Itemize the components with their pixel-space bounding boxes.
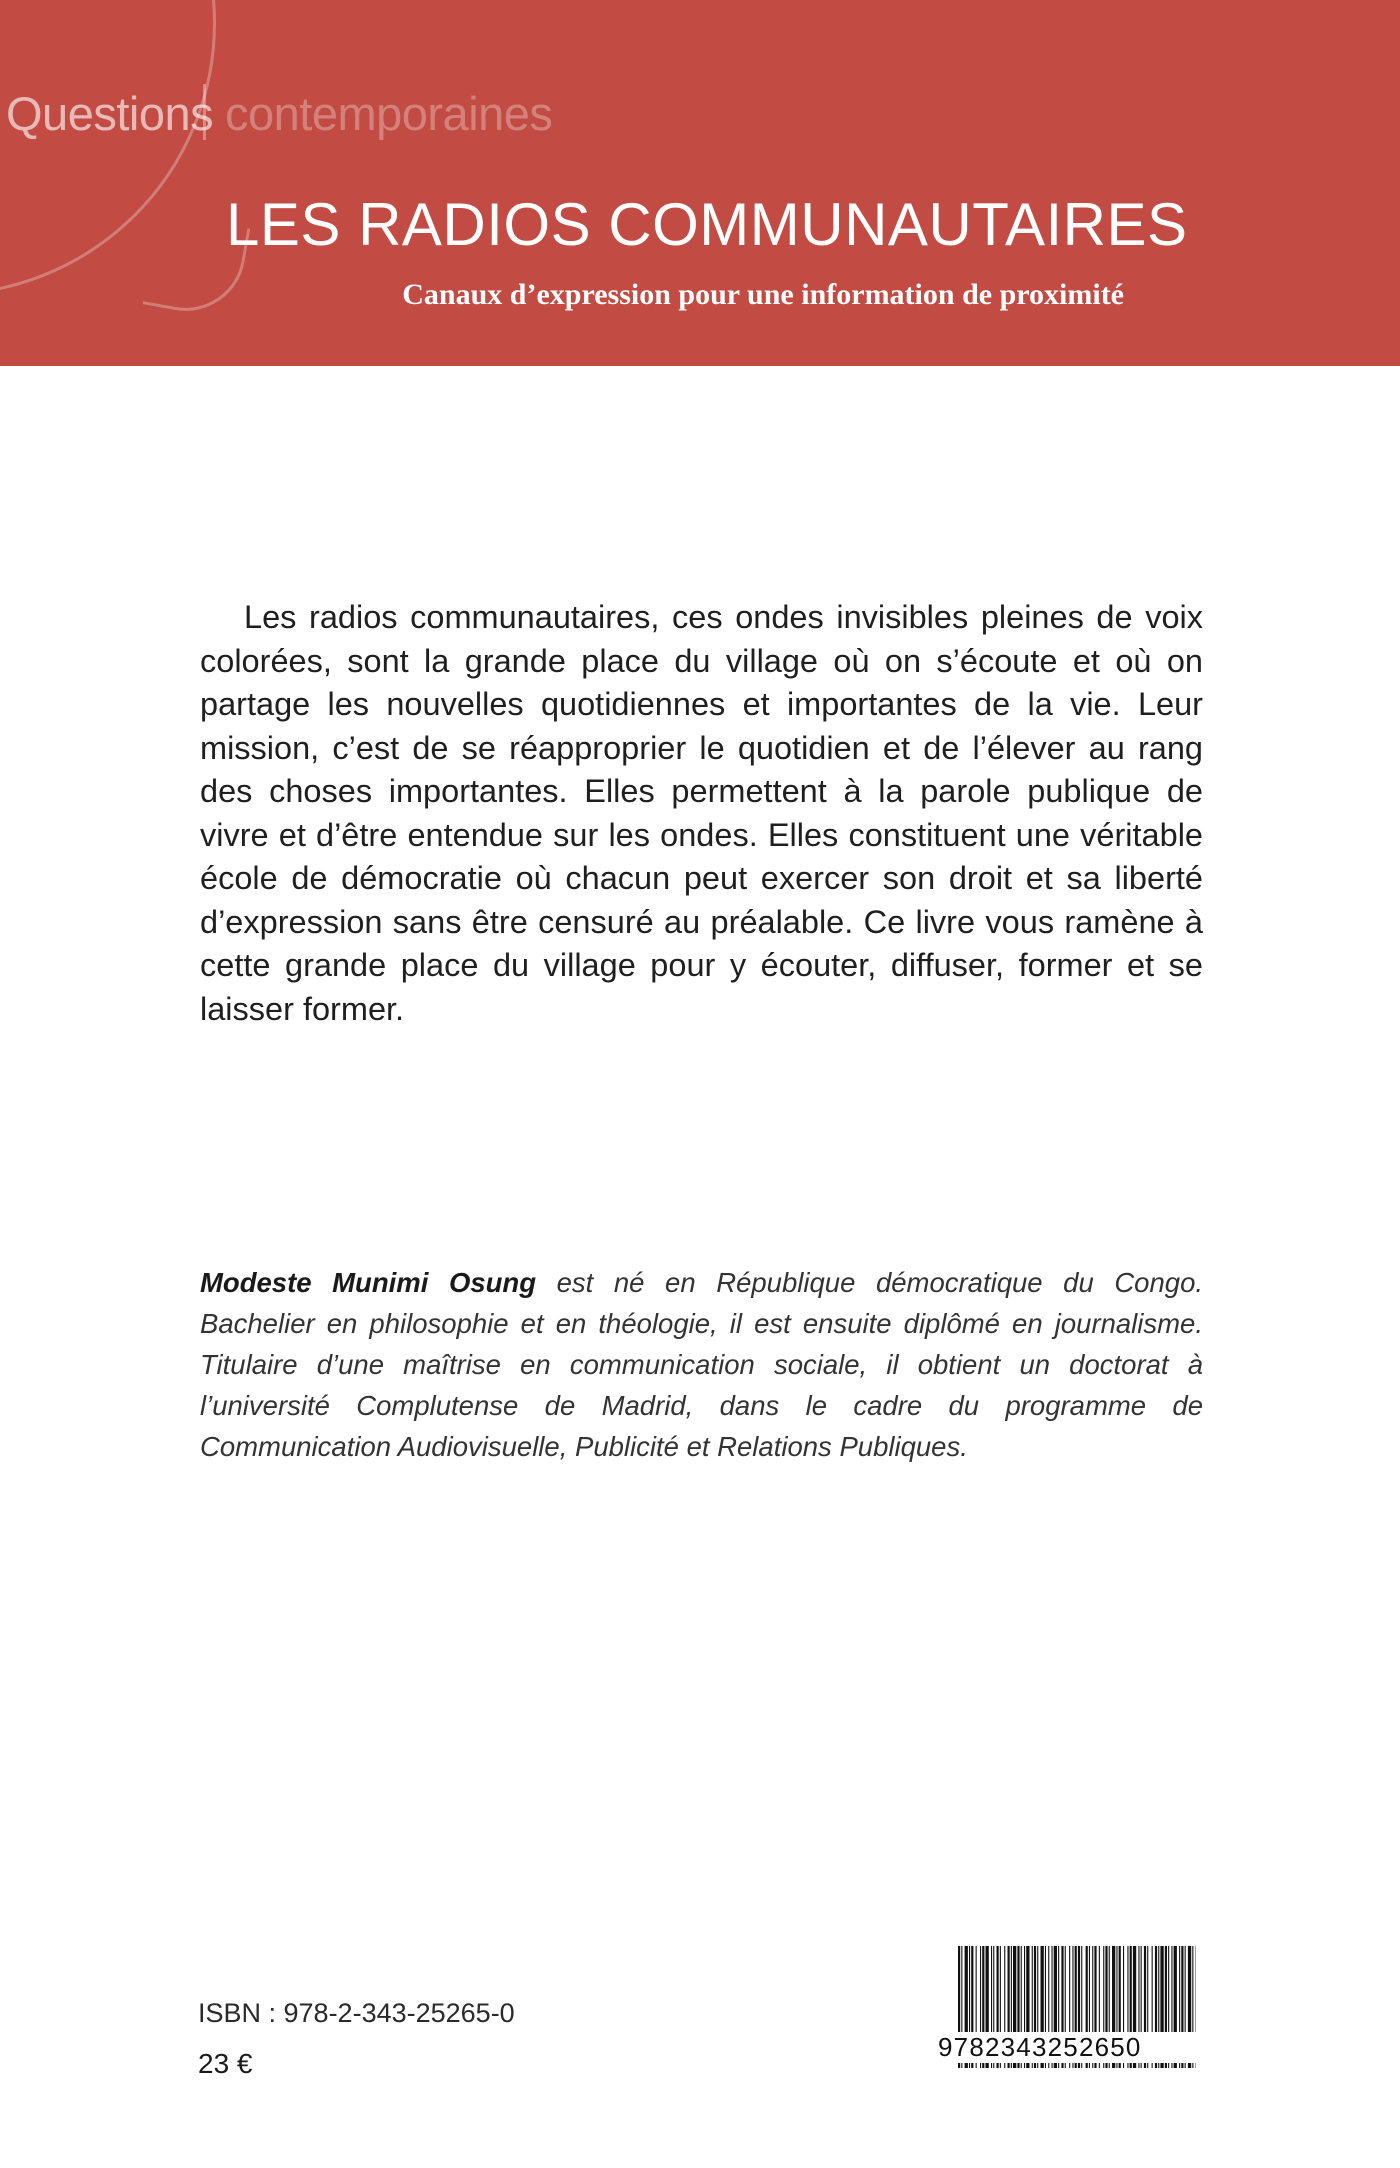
book-subtitle: Canaux d’expression pour une information de proximité [402, 278, 1124, 311]
author-bio [200, 1262, 1203, 1467]
price: 23 € [198, 2048, 253, 2079]
series-name-questions: Questions [6, 87, 214, 140]
series-name-contemporaines: contemporaines [225, 87, 553, 140]
book-title: LES RADIOS COMMUNAUTAIRES [226, 191, 1188, 258]
author-bio-text: est né en République démocratique du Congo. Bachelier en philosophie et en théologie, il est ensuite diplômé en journalisme. Titulaire d’une maîtrise en communication sociale, il obtient un doctorat à l’université Complutense de Madrid, dans le cadre du programme de Communication Audiovisuelle, Publicité et Relations Publiques. [200, 1267, 1204, 1462]
book-blurb: Les radios communautaires, ces ondes invisibles pleines de voix colorées, sont la grande place du village où on s’écoute et où on partage les nouvelles quotidiennes et importantes de la vie. Leur mission, c’est de se réapproprier le quotidien et de l’élever au rang des choses importantes. Elles permettent à la parole publique de vivre et d’être entendue sur les ondes. Elles constituent une véritable école de démocratie où chacun peut exercer son droit et sa liberté d’expression sans être censuré au préalable. Ce livre vous ramène à cette grande place du village pour y écouter, diffuser, former et se laisser former. [200, 599, 1203, 1027]
author-name: Modeste Munimi Osung [200, 1267, 537, 1298]
barcode-digits: 9782343252650 [938, 2032, 1200, 2063]
isbn: ISBN : 978-2-343-25265-0 [198, 1998, 515, 2028]
header-band [0, 0, 1400, 366]
series-separator [203, 84, 206, 140]
